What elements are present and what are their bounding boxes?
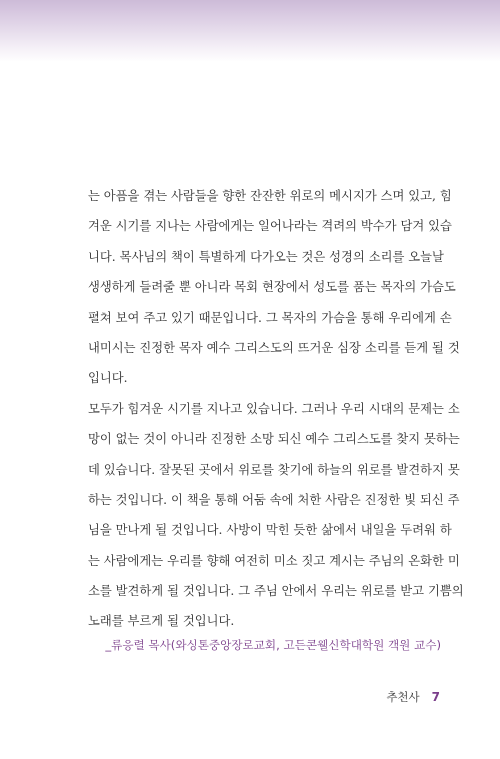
text-line: 내미시는 진정한 목자 예수 그리스도의 뜨거운 심장 소리를 듣게 될 것: [88, 340, 460, 355]
paragraph-2: [88, 394, 464, 637]
paragraph-1: [88, 181, 460, 394]
page-footer: [386, 689, 440, 705]
header-gradient-band: [0, 0, 500, 62]
text-line: 겨운 시기를 지나는 사람에게는 일어나라는 격려의 박수가 담겨 있습: [88, 219, 452, 234]
running-section-title: 추천사: [386, 690, 420, 704]
author-attribution: _류응렬 목사(와싱톤중앙장로교회, 고든콘웰신학대학원 객원 교수): [105, 638, 441, 652]
text-line: 노래를 부르게 될 것입니다.: [88, 614, 235, 629]
text-line: 망이 없는 것이 아니라 진정한 소망 되신 예수 그리스도를 찾지 못하는: [88, 432, 460, 447]
text-line: 님을 만나게 될 것입니다. 사방이 막힌 듯한 삶에서 내일을 두려워 하: [88, 523, 452, 538]
text-line: 입니다.: [88, 371, 128, 386]
text-line: 는 사람에게는 우리를 향해 여전히 미소 짓고 계시는 주님의 온화한 미: [88, 553, 460, 568]
text-line: 는 아픔을 겪는 사람들을 향한 잔잔한 위로의 메시지가 스며 있고, 힘: [88, 189, 452, 203]
page-number: 7: [431, 690, 440, 704]
recommendation-text: [88, 181, 464, 637]
text-line: 생생하게 들려줄 뿐 아니라 목회 현장에서 성도를 품는 목자의 가슴도: [88, 280, 456, 295]
text-line: 소를 발견하게 될 것입니다. 그 주님 안에서 우리는 위로를 받고 기쁨의: [88, 584, 464, 599]
text-line: 데 있습니다. 잘못된 곳에서 위로를 찾기에 하늘의 위로를 발견하지 못: [88, 462, 460, 477]
text-line: 모두가 힘겨운 시기를 지나고 있습니다. 그러나 우리 시대의 문제는 소: [88, 401, 460, 416]
text-line: 펼쳐 보여 주고 있기 때문입니다. 그 목자의 가슴을 통해 우리에게 손: [88, 310, 452, 325]
text-line: 하는 것입니다. 이 책을 통해 어둠 속에 처한 사람은 진정한 빛 되신 주: [88, 492, 460, 507]
text-line: 니다. 목사님의 책이 특별하게 다가오는 것은 성경의 소리를 오늘날: [88, 249, 444, 264]
